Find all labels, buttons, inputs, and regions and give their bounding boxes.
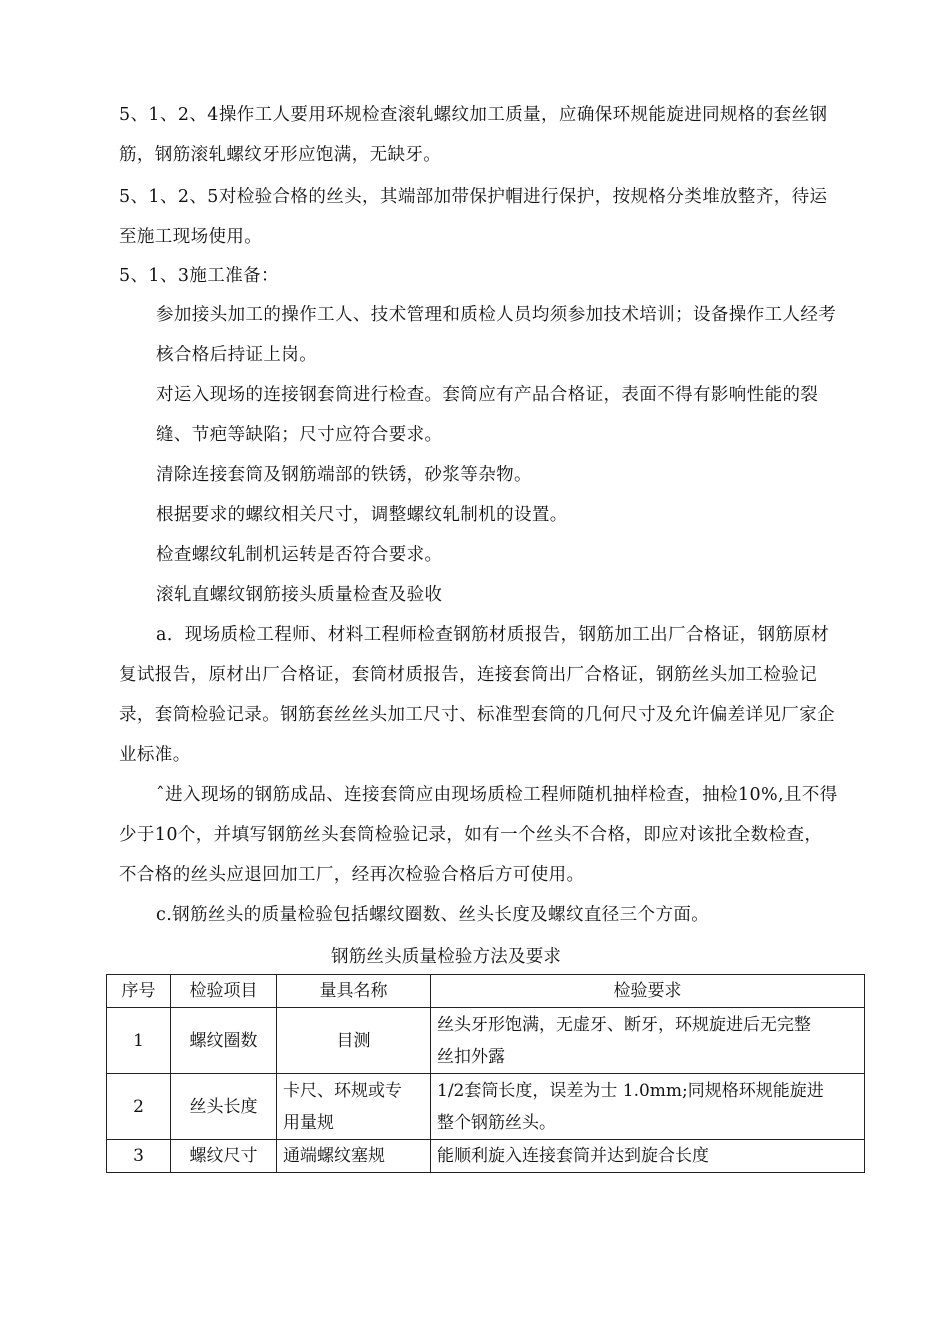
cell-tool (277, 1074, 431, 1140)
paragraph-line: 清除连接套筒及钢筋端部的铁锈，砂浆等杂物。 (156, 465, 532, 485)
cell-item: 螺纹圈数 (171, 1008, 277, 1074)
header-no: 序号 (107, 975, 171, 1008)
cell-tool (277, 1008, 431, 1074)
subsection-heading: 滚轧直螺纹钢筋接头质量检查及验收 (156, 585, 443, 605)
cell-requirement (431, 1074, 865, 1140)
paragraph-line: a．现场质检工程师、材料工程师检查钢筋材质报告，钢筋加工出厂合格证，钢筋原材 (156, 625, 830, 645)
paragraph-line: 筋，钢筋滚轧螺纹牙形应饱满，无缺牙。 (119, 145, 442, 165)
paragraph-line: 录，套筒检验记录。钢筋套丝丝头加工尺寸、标准型套筒的几何尺寸及允许偏差详见厂家企 (119, 705, 835, 725)
cell-requirement-line: 丝扣外露 (437, 1046, 505, 1067)
paragraph-line: 至施工现场使用。 (119, 227, 263, 247)
cell-requirement (431, 1008, 865, 1074)
paragraph-line: 5、1、2、4操作工人要用环规检查滚轧螺纹加工质量，应确保环规能旋进同规格的套丝钢 (119, 105, 828, 125)
cell-no: 1 (107, 1008, 171, 1074)
cell-tool (277, 1140, 431, 1173)
cell-tool-line: 通端螺纹塞规 (283, 1146, 385, 1166)
paragraph-line: 参加接头加工的操作工人、技术管理和质检人员均须参加技术培训；设备操作工人经考 (156, 305, 837, 325)
paragraph-line: 缝、节疤等缺陷；尺寸应符合要求。 (156, 425, 443, 445)
cell-tool-line: 用量规 (283, 1112, 334, 1133)
cell-no: 3 (107, 1140, 171, 1173)
cell-no: 2 (107, 1074, 171, 1140)
header-item: 检验项目 (171, 975, 277, 1008)
table-header-row (107, 975, 865, 1008)
cell-requirement-line: 1/2套筒长度，误差为士 1.0mm;同规格环规能旋进 (437, 1080, 824, 1101)
table-row (107, 1008, 865, 1074)
table-row (107, 1074, 865, 1140)
table-row (107, 1140, 865, 1173)
section-heading: 5、1、3施工准备： (119, 266, 279, 286)
cell-requirement-line: 丝头牙形饱满，无虚牙、断牙，环规旋进后无完整 (437, 1014, 811, 1035)
paragraph-line: 核合格后持证上岗。 (156, 345, 318, 365)
cell-item: 螺纹尺寸 (171, 1140, 277, 1173)
inspection-table (106, 974, 865, 1173)
paragraph-line: ˆ进入现场的钢筋成品、连接套筒应由现场质检工程师随机抽样检查，抽检10%,且不得 (156, 785, 838, 805)
paragraph-line: 不合格的丝头应退回加工厂，经再次检验合格后方可使用。 (119, 865, 585, 885)
header-requirement: 检验要求 (431, 975, 865, 1008)
paragraph-line: c.钢筋丝头的质量检验包括螺纹圈数、丝头长度及螺纹直径三个方面。 (156, 905, 710, 925)
cell-requirement-line: 整个钢筋丝头。 (437, 1112, 556, 1133)
table-caption: 钢筋丝头质量检验方法及要求 (331, 947, 562, 967)
paragraph-line: 对运入现场的连接钢套筒进行检查。套筒应有产品合格证，表面不得有影响性能的裂 (156, 385, 819, 405)
cell-requirement (431, 1140, 865, 1173)
header-tool: 量具名称 (277, 975, 431, 1008)
paragraph-line: 复试报告，原材出厂合格证，套筒材质报告，连接套筒出厂合格证，钢筋丝头加工检验记 (119, 665, 818, 685)
cell-item: 丝头长度 (171, 1074, 277, 1140)
paragraph-line: 根据要求的螺纹相关尺寸，调整螺纹轧制机的设置。 (156, 505, 568, 525)
paragraph-line: 少于10个，并填写钢筋丝头套筒检验记录，如有一个丝头不合格，即应对该批全数检查， (119, 825, 823, 845)
paragraph-line: 检查螺纹轧制机运转是否符合要求。 (156, 545, 443, 565)
cell-tool-line: 卡尺、环规或专 (283, 1080, 402, 1101)
cell-tool-line: 目测 (336, 1030, 371, 1051)
paragraph-line: 业标准。 (119, 745, 191, 765)
cell-requirement-line: 能顺利旋入连接套筒并达到旋合长度 (437, 1146, 709, 1166)
paragraph-line: 5、1、2、5对检验合格的丝头，其端部加带保护帽进行保护，按规格分类堆放整齐，待运 (119, 187, 828, 207)
